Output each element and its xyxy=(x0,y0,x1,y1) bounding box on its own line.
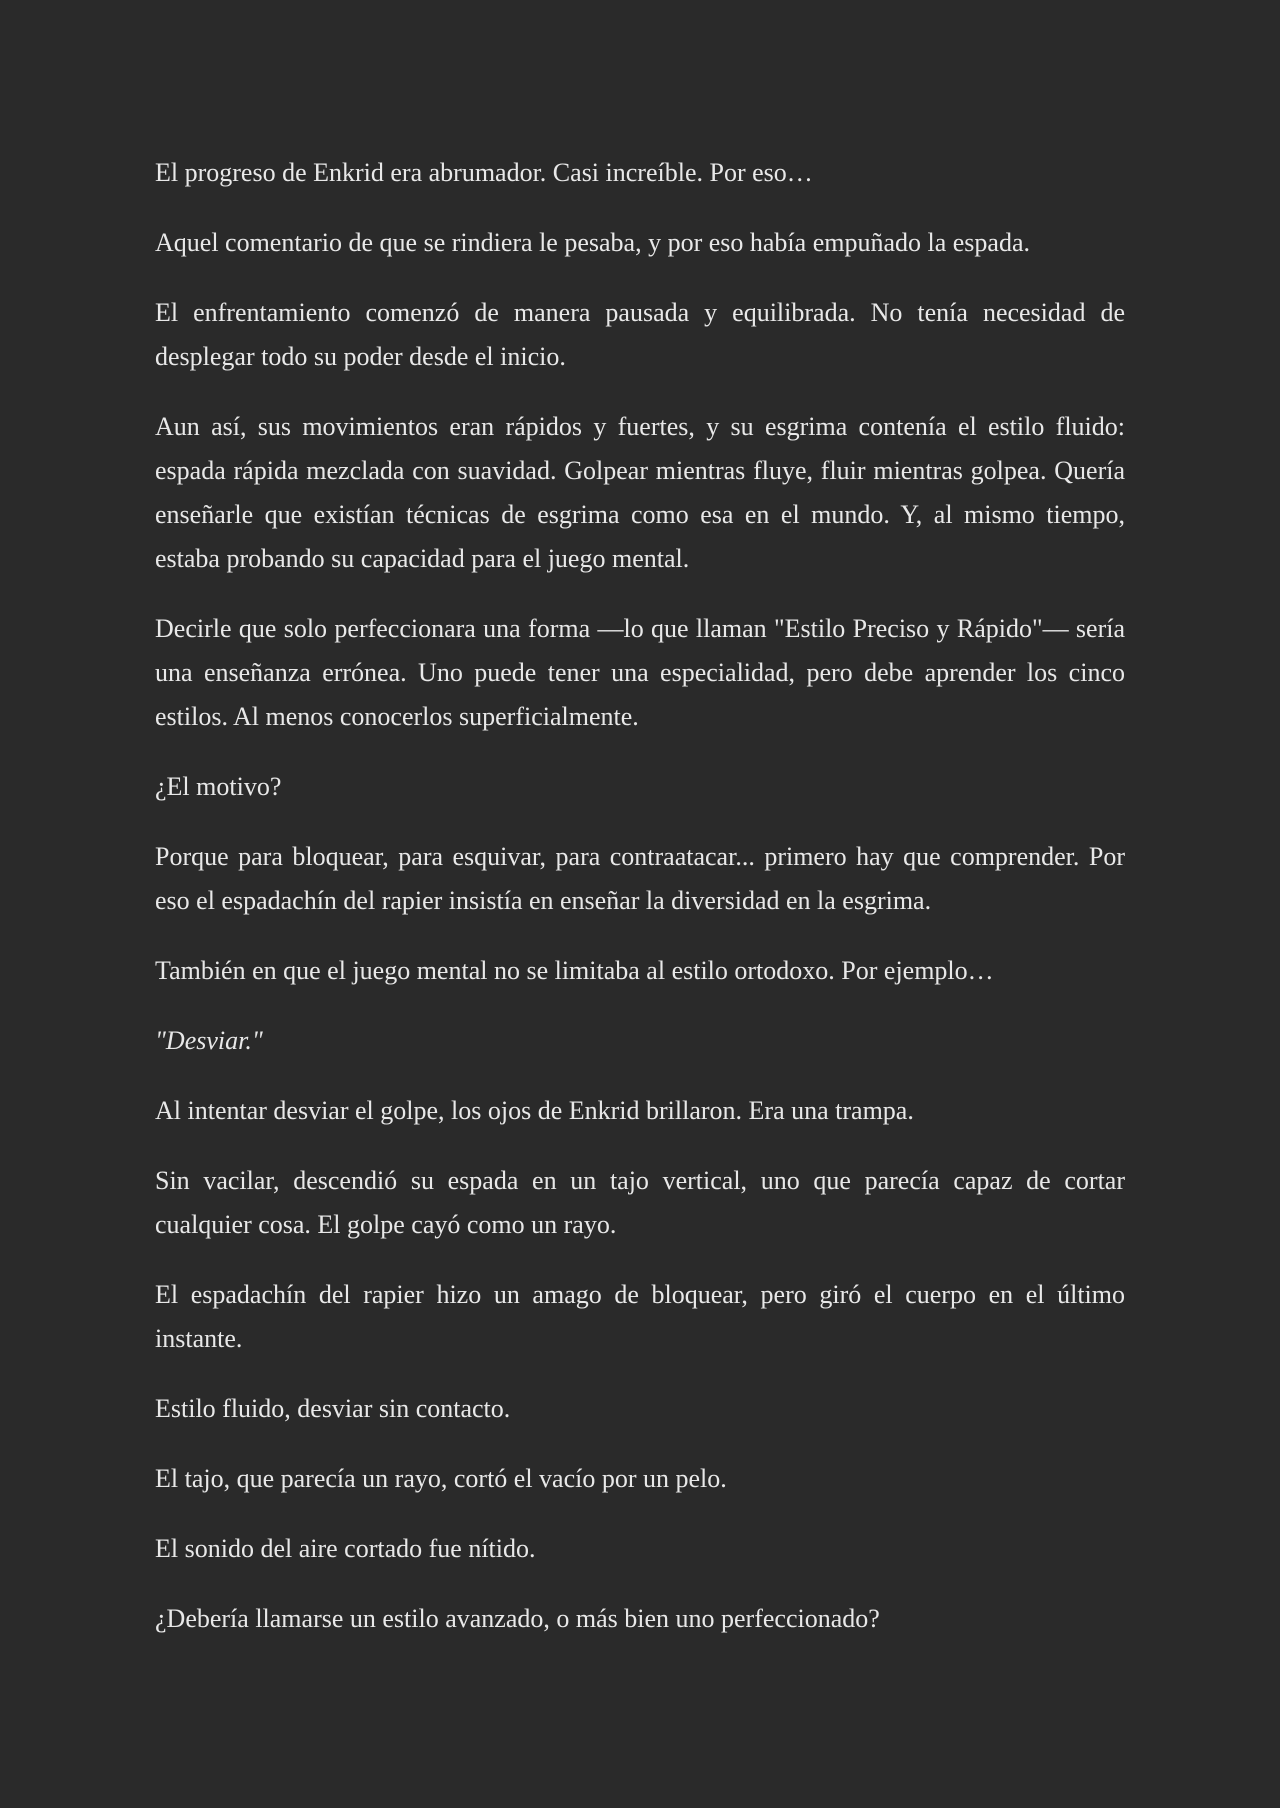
paragraph: El progreso de Enkrid era abrumador. Casi increíble. Por eso… xyxy=(155,158,813,187)
paragraph: El espadachín del rapier hizo un amago de bloquear, pero giró el cuerpo en el último instante. xyxy=(155,1280,1125,1353)
italic-dialogue: "Desviar." xyxy=(155,1026,263,1055)
paragraph: Aun así, sus movimientos eran rápidos y fuertes, y su esgrima contenía el estilo fluido: espada rápida mezclada con suavidad. Golpear mientras fluye, fluir mientras golpea. Quería enseñarle que existían técnicas de esgrima como esa en el mundo. Y, al mismo tiempo, estaba probando su capacidad para el juego mental. xyxy=(155,412,1125,573)
paragraph: ¿El motivo? xyxy=(155,772,282,801)
paragraph: Porque para bloquear, para esquivar, para contraatacar... primero hay que comprender. Por eso el espadachín del rapier insistía en enseñar la diversidad en la esgrima. xyxy=(155,842,1125,915)
paragraph: Estilo fluido, desviar sin contacto. xyxy=(155,1394,511,1423)
paragraph: El tajo, que parecía un rayo, cortó el vacío por un pelo. xyxy=(155,1464,727,1493)
paragraph: Decirle que solo perfeccionara una forma —lo que llaman "Estilo Preciso y Rápido"— sería una enseñanza errónea. Uno puede tener una especialidad, pero debe aprender los cinco estilos. Al menos conocerlos superficialmente. xyxy=(155,614,1125,731)
paragraph: ¿Debería llamarse un estilo avanzado, o más bien uno perfeccionado? xyxy=(155,1604,880,1633)
paragraph: Sin vacilar, descendió su espada en un tajo vertical, uno que parecía capaz de cortar cualquier cosa. El golpe cayó como un rayo. xyxy=(155,1166,1125,1239)
paragraph: El enfrentamiento comenzó de manera pausada y equilibrada. No tenía necesidad de desplegar todo su poder desde el inicio. xyxy=(155,298,1125,371)
chapter-text xyxy=(155,151,1125,1641)
paragraph: Al intentar desviar el golpe, los ojos de Enkrid brillaron. Era una trampa. xyxy=(155,1096,914,1125)
paragraph: El sonido del aire cortado fue nítido. xyxy=(155,1534,536,1563)
paragraph: Aquel comentario de que se rindiera le pesaba, y por eso había empuñado la espada. xyxy=(155,228,1030,257)
paragraph: También en que el juego mental no se limitaba al estilo ortodoxo. Por ejemplo… xyxy=(155,956,994,985)
